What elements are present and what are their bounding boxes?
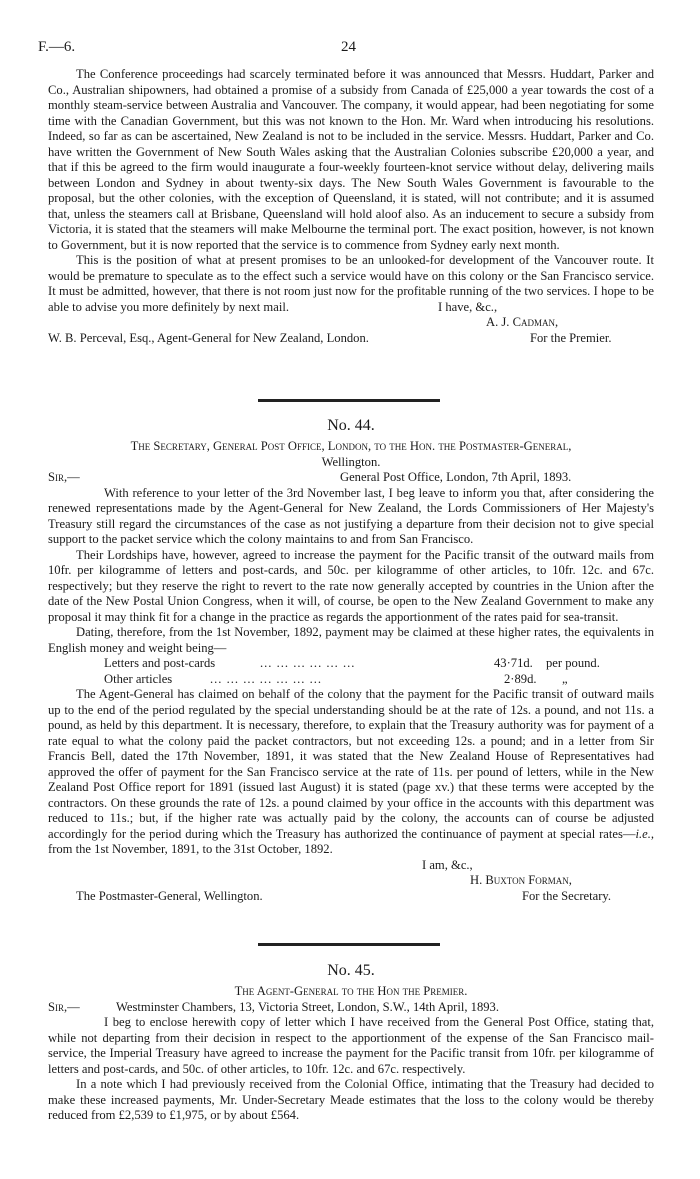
body-paragraph: The Conference proceedings had scarcely terminated before it was announced that Messrs. Huddart, Parker and Co., Australian shipowners, had obtained a promise of a subsidy from Canada of £25,000 a year towards the cost of a monthly steam-service between Australia and Vancouver. The company, it would appear, had been negotiating for some time with the Canadian Government, but this was not known to the Hon. Mr. Ward when introducing his resolutions. Indeed, so far as can be ascertained, New Zealand is not to be included in the service. Messrs. Huddart, Parker and Co. have written the Government of New South Wales asking that the Australian Colonies subscribe £20,000 a year, and that if this be agreed to the firm would inaugurate a four-weekly fourteen-knot service without delay, delivering mails between London and Sydney in about twenty-six days. The New South Wales Government is favourable to the proposal, but the other colonies, with the exception of Queensland, it is stated, will not contribute; and it is assumed that, unless the steamers call at Brisbane, Queensland will hold aloof also. As an inducement to secure a subsidy from Victoria, it is stated that the steamers will make Melbourne the terminal port. The exact position, however, is not known to Government, but it is now reported that the service is to commence from Sydney early next month.: [48, 67, 654, 252]
signature: H. Buxton Forman,: [470, 873, 572, 887]
rate-value: 2·89d.: [504, 671, 537, 686]
document-reference: F.—6.: [38, 39, 76, 55]
rate-unit: „: [562, 671, 568, 686]
closing: I am, &c.,: [422, 857, 473, 872]
rate-row: [48, 656, 654, 672]
body-paragraph: Dating, therefore, from the 1st November, 1892, payment may be claimed at these higher rates, the equivalents in English money and weight being—: [48, 625, 654, 655]
section-divider: [258, 943, 440, 946]
body-paragraph: Their Lordships have, however, agreed to increase the payment for the Pacific transit of the outward mails from 10fr. per kilogramme of letters and post-cards, and 50c. per kilogramme of other articles, to 10fr. 12c. and 67c. respectively; but they reserve the right to revert to the rate now generally accepted by countries in the Union after the date of the New Postal Union Congress, when it will, of course, be open to the New Zealand Government to make any proposal it may think fit for a change in the practice as regards the apportionment of the rates paid for sea-transit.: [48, 547, 654, 624]
dateline: Westminster Chambers, 13, Victoria Street, London, S.W., 14th April, 1893.: [116, 999, 500, 1014]
dateline: General Post Office, London, 7th April, 1893.: [340, 470, 572, 484]
letter-continuation: [48, 67, 654, 362]
rate-item: Other articles: [104, 671, 173, 686]
page-number: 24: [341, 39, 356, 55]
body-paragraph: [48, 687, 654, 858]
paragraph-italic: i.e.,: [635, 826, 654, 841]
rate-row: [48, 672, 654, 688]
salutation-line: [48, 1000, 654, 1016]
signature: A. J. Cadman,: [486, 315, 559, 329]
letter-address: The Agent-General to the Hon the Premier.: [234, 984, 468, 998]
addressee: W. B. Perceval, Esq., Agent-General for New Zealand, London.: [48, 330, 369, 345]
addressee: The Postmaster-General, Wellington.: [76, 888, 263, 903]
addressee-line: [48, 889, 654, 905]
page-header: [0, 40, 700, 58]
salutation: Sir,—: [48, 999, 80, 1014]
letter-no-44: [48, 416, 654, 904]
body-paragraph: In a note which I had previously received from the Colonial Office, intimating that the Treasury had decided to make these increased payments, Mr. Under-Secretary Meade estimates that the loss to the colony would be thereby reduced from £2,539 to £1,975, or by about £564.: [48, 1077, 654, 1122]
body-paragraph: With reference to your letter of the 3rd November last, I beg leave to inform you that, after considering the renewed representations made by the Agent-General for New Zealand, the Lords Commissioners of Her Majesty's Treasury still regard the circumstances of the case as not justifying a departure from their decision not to give special support to the packet service which the colony maintains to and from San Francisco.: [48, 485, 654, 546]
closing: I have, &c.,: [438, 299, 498, 314]
salutation: Sir,—: [48, 470, 80, 484]
salutation-line: [48, 470, 654, 486]
letter-no-45: [48, 961, 654, 1124]
paragraph-text: The Agent-General has claimed on behalf of the colony that the payment for the Pacific transit of outward mails up to the end of the period regulated by the special understanding should be at the rate of 12s. a pound, and not 11s. a pound, as held by this department. It is necessary, therefore, to explain that the Treasury authority was for payment of a rate equal to what the colony paid the packet contractors, but not exceeding 12s. a pound; and in a letter from Sir Francis Bell, dated the 17th November, 1891, it was stated that the New Zealand House of Representatives had approved the offer of payment for the San Francisco service at the rate of 11s. per pound of letters, while in the New Zealand Post Office report for 1891 (issued last August) it is stated (page xv.) that these terms were accepted by the contractors. On these grounds the rate of 12s. a pound claimed by your office in the accounts with this department was reduced to 11s.; but, if the higher rate was actually paid by the colony, the accounts can of course be adjusted accordingly for the period during which the Treasury has authorized the continuance of payment at special rates—: [48, 687, 654, 841]
signature-line: [48, 873, 654, 889]
closing-line: [48, 858, 654, 874]
for-line: For the Secretary.: [522, 888, 612, 903]
addressee-line: [48, 330, 654, 362]
paragraph-tail: from the 1st November, 1891, to the 31st October, 1892.: [48, 842, 333, 856]
rate-unit: per pound.: [546, 656, 600, 670]
rate-value: 43·71d.: [494, 656, 533, 670]
address-line-1: The Secretary, General Post Office, London, to the Hon. the Postmaster-General,: [130, 439, 572, 453]
rate-item: Letters and post-cards: [104, 656, 216, 670]
for-line: For the Premier.: [530, 330, 612, 345]
letter-title: No. 44.: [327, 417, 375, 434]
body-paragraph: This is the position of what at present promises to be an unlooked-for development of the Vancouver route. It would be premature to speculate as to the effect such a service would have on this colony or the San Francisco service. It must be admitted, however, that there is not room just now for the profitable running of the two services. I hope to be able to advise you more definitely by next mail.: [48, 253, 654, 314]
section-divider: [258, 399, 440, 402]
letter-title: No. 45.: [327, 962, 375, 979]
rate-dots: ... ... ... ... ... ...: [260, 656, 356, 670]
closing-line: [48, 299, 654, 331]
body-paragraph: I beg to enclose herewith copy of letter which I have received from the General Post Office, stating that, while not departing from their decision in respect to the apportionment of the expense of the San Francisco mail-service, the Imperial Treasury have agreed to increase the payment for the Pacific transit from 10fr. per kilogramme of letters and post-cards, and 50c. of other articles, to 10fr. 12c. and 67c. respectively.: [48, 1015, 654, 1076]
address-line-2: Wellington.: [321, 454, 381, 469]
rate-dots: ... ... ... ... ... ... ...: [210, 671, 323, 686]
letter-address: [48, 439, 654, 470]
